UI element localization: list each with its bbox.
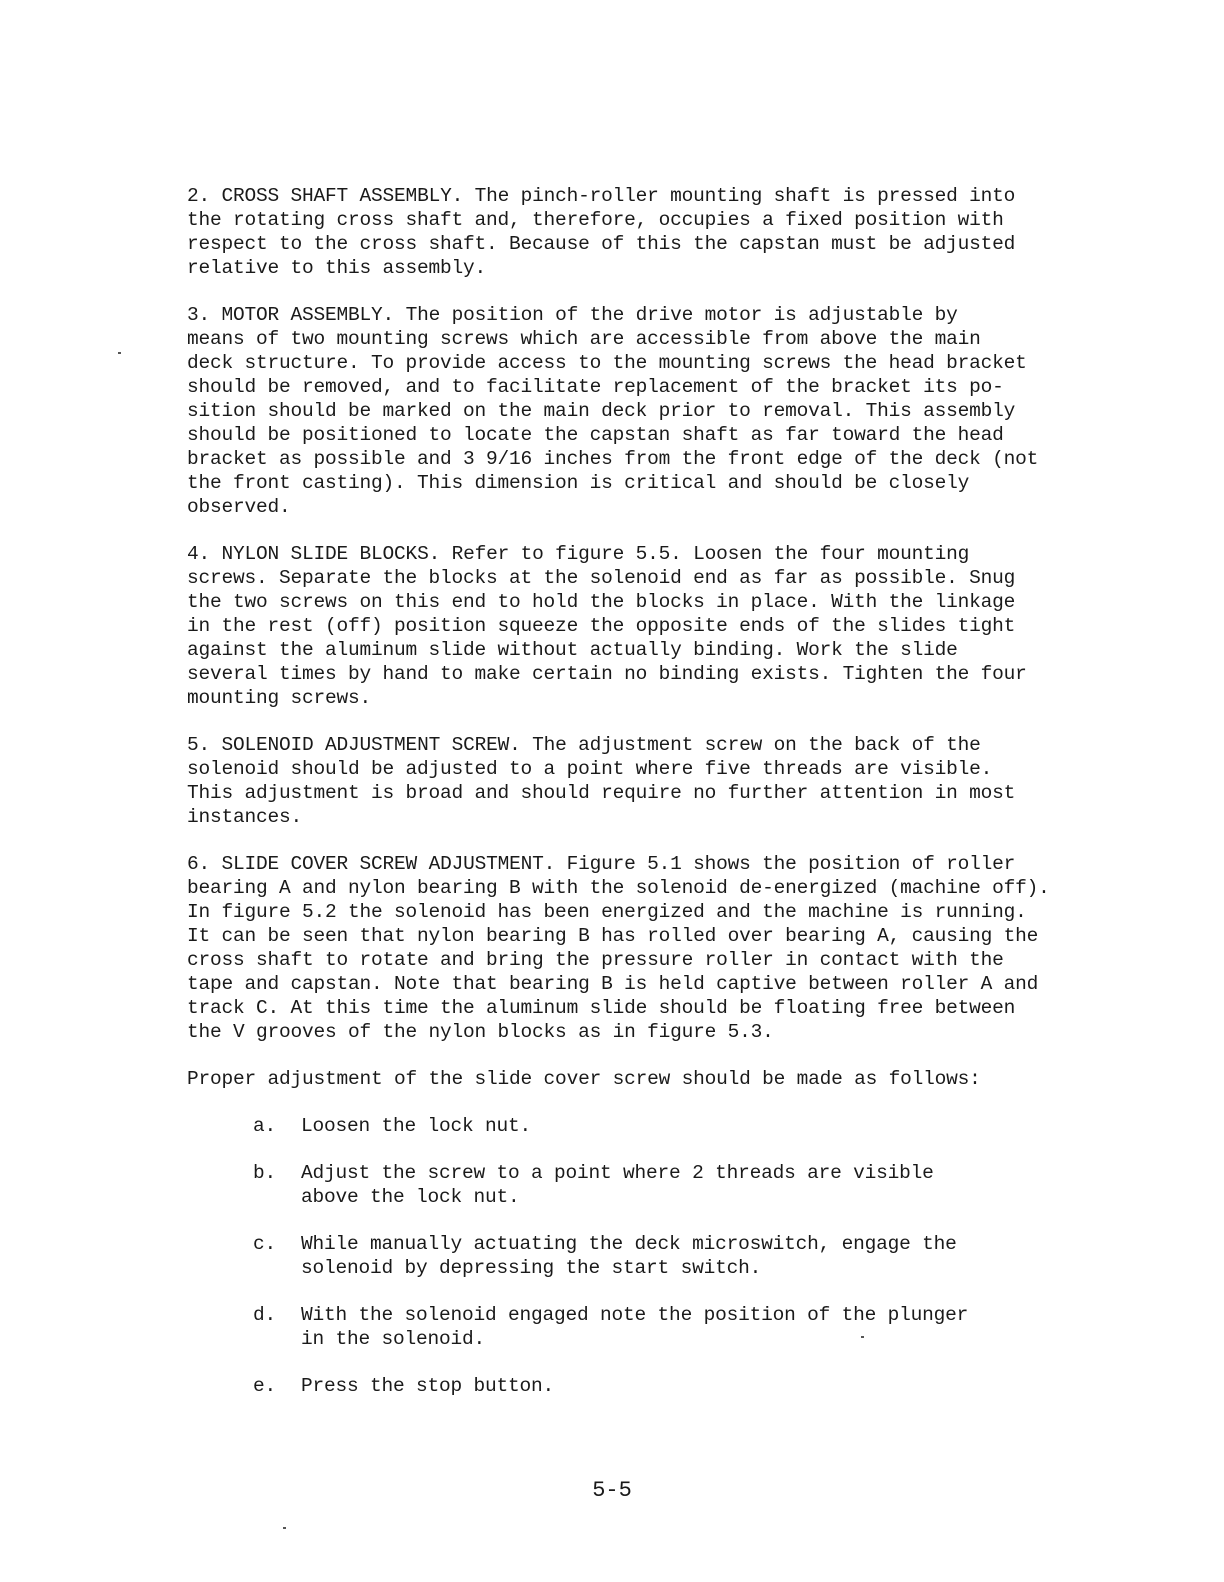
section-number: 6. xyxy=(187,853,211,875)
section-text: The position of the drive motor is adjustable by means of two mounting screws which are accessible from above the main deck structure. To provide access to the mounting screws the head bracket should be removed, and to facilitate replacement of the bracket its po- sition should be marked on the main deck prior to removal. This assembly should be positioned to locate the capstan shaft as far toward the head bracket as possible and 3 9/16 inches from the front edge of the deck (not the front casting). This dimension is critical and should be closely observed. xyxy=(187,304,1039,518)
section-motor-assembly xyxy=(187,303,1087,519)
section-number: 2. xyxy=(187,185,211,207)
section-text: Figure 5.1 shows the position of roller bearing A and nylon bearing B with the solenoid de-energized (machine off). In figure 5.2 the solenoid has been energized and the machine is running. It can be seen that nylon bearing B has rolled over bearing A, causing the cross shaft to rotate and bring the pressure roller in contact with the tape and capstan. Note that bearing B is held captive between roller A and track C. At this time the aluminum slide should be floating free between the V grooves of the nylon blocks as in figure 5.3. xyxy=(187,853,1050,1043)
step-text: While manually actuating the deck microswitch, engage the solenoid by depressing the start switch. xyxy=(301,1233,957,1279)
section-heading: SOLENOID ADJUSTMENT SCREW. xyxy=(221,734,521,756)
step-letter: e. xyxy=(253,1375,277,1397)
procedure-steps xyxy=(187,1114,1087,1398)
section-cross-shaft-assembly xyxy=(187,184,1087,280)
step-text: With the solenoid engaged note the position of the plunger in the solenoid. xyxy=(301,1304,969,1350)
procedure-step xyxy=(253,1303,1087,1351)
step-text: Press the stop button. xyxy=(301,1375,555,1397)
procedure-step xyxy=(253,1374,1087,1398)
section-heading: SLIDE COVER SCREW ADJUSTMENT. xyxy=(221,853,556,875)
page-number: 5-5 xyxy=(592,1478,632,1503)
step-letter: c. xyxy=(253,1233,277,1255)
section-heading: NYLON SLIDE BLOCKS. xyxy=(221,543,441,565)
scan-speck xyxy=(861,1336,864,1338)
section-slide-cover-screw-adjustment xyxy=(187,852,1087,1044)
procedure-intro: Proper adjustment of the slide cover screw should be made as follows: xyxy=(187,1068,981,1090)
procedure-step xyxy=(253,1161,1087,1209)
step-letter: b. xyxy=(253,1162,277,1184)
section-text: Refer to figure 5.5. Loosen the four mounting screws. Separate the blocks at the solenoid end as far as possible. Snug the two screws on this end to hold the blocks in place. With the linkage in the rest (off) position squeeze the opposite ends of the slides tight against the aluminum slide without actually binding. Work the slide several times by hand to make certain no binding exists. Tighten the four mounting screws. xyxy=(187,543,1027,709)
section-number: 3. xyxy=(187,304,211,326)
section-number: 4. xyxy=(187,543,211,565)
step-text: Loosen the lock nut. xyxy=(301,1115,532,1137)
section-heading: CROSS SHAFT ASSEMBLY. xyxy=(221,185,464,207)
section-text: The pinch-roller mounting shaft is pressed into the rotating cross shaft and, therefore, occupies a fixed position with respect to the cross shaft. Because of this the capstan must be adjusted relative to this assembly. xyxy=(187,185,1016,279)
section-solenoid-adjustment-screw xyxy=(187,733,1087,829)
procedure-step xyxy=(253,1114,1087,1138)
document-body xyxy=(187,184,1087,1421)
step-text: Adjust the screw to a point where 2 threads are visible above the lock nut. xyxy=(301,1162,934,1208)
step-letter: a. xyxy=(253,1115,277,1137)
section-text: The adjustment screw on the back of the solenoid should be adjusted to a point where five threads are visible. This adjustment is broad and should require no further attention in most instances. xyxy=(187,734,1016,828)
step-letter: d. xyxy=(253,1304,277,1326)
section-heading: MOTOR ASSEMBLY. xyxy=(221,304,395,326)
scan-speck xyxy=(118,352,121,354)
section-nylon-slide-blocks xyxy=(187,542,1087,710)
procedure-step xyxy=(253,1232,1087,1280)
section-number: 5. xyxy=(187,734,211,756)
scan-speck xyxy=(283,1527,286,1529)
